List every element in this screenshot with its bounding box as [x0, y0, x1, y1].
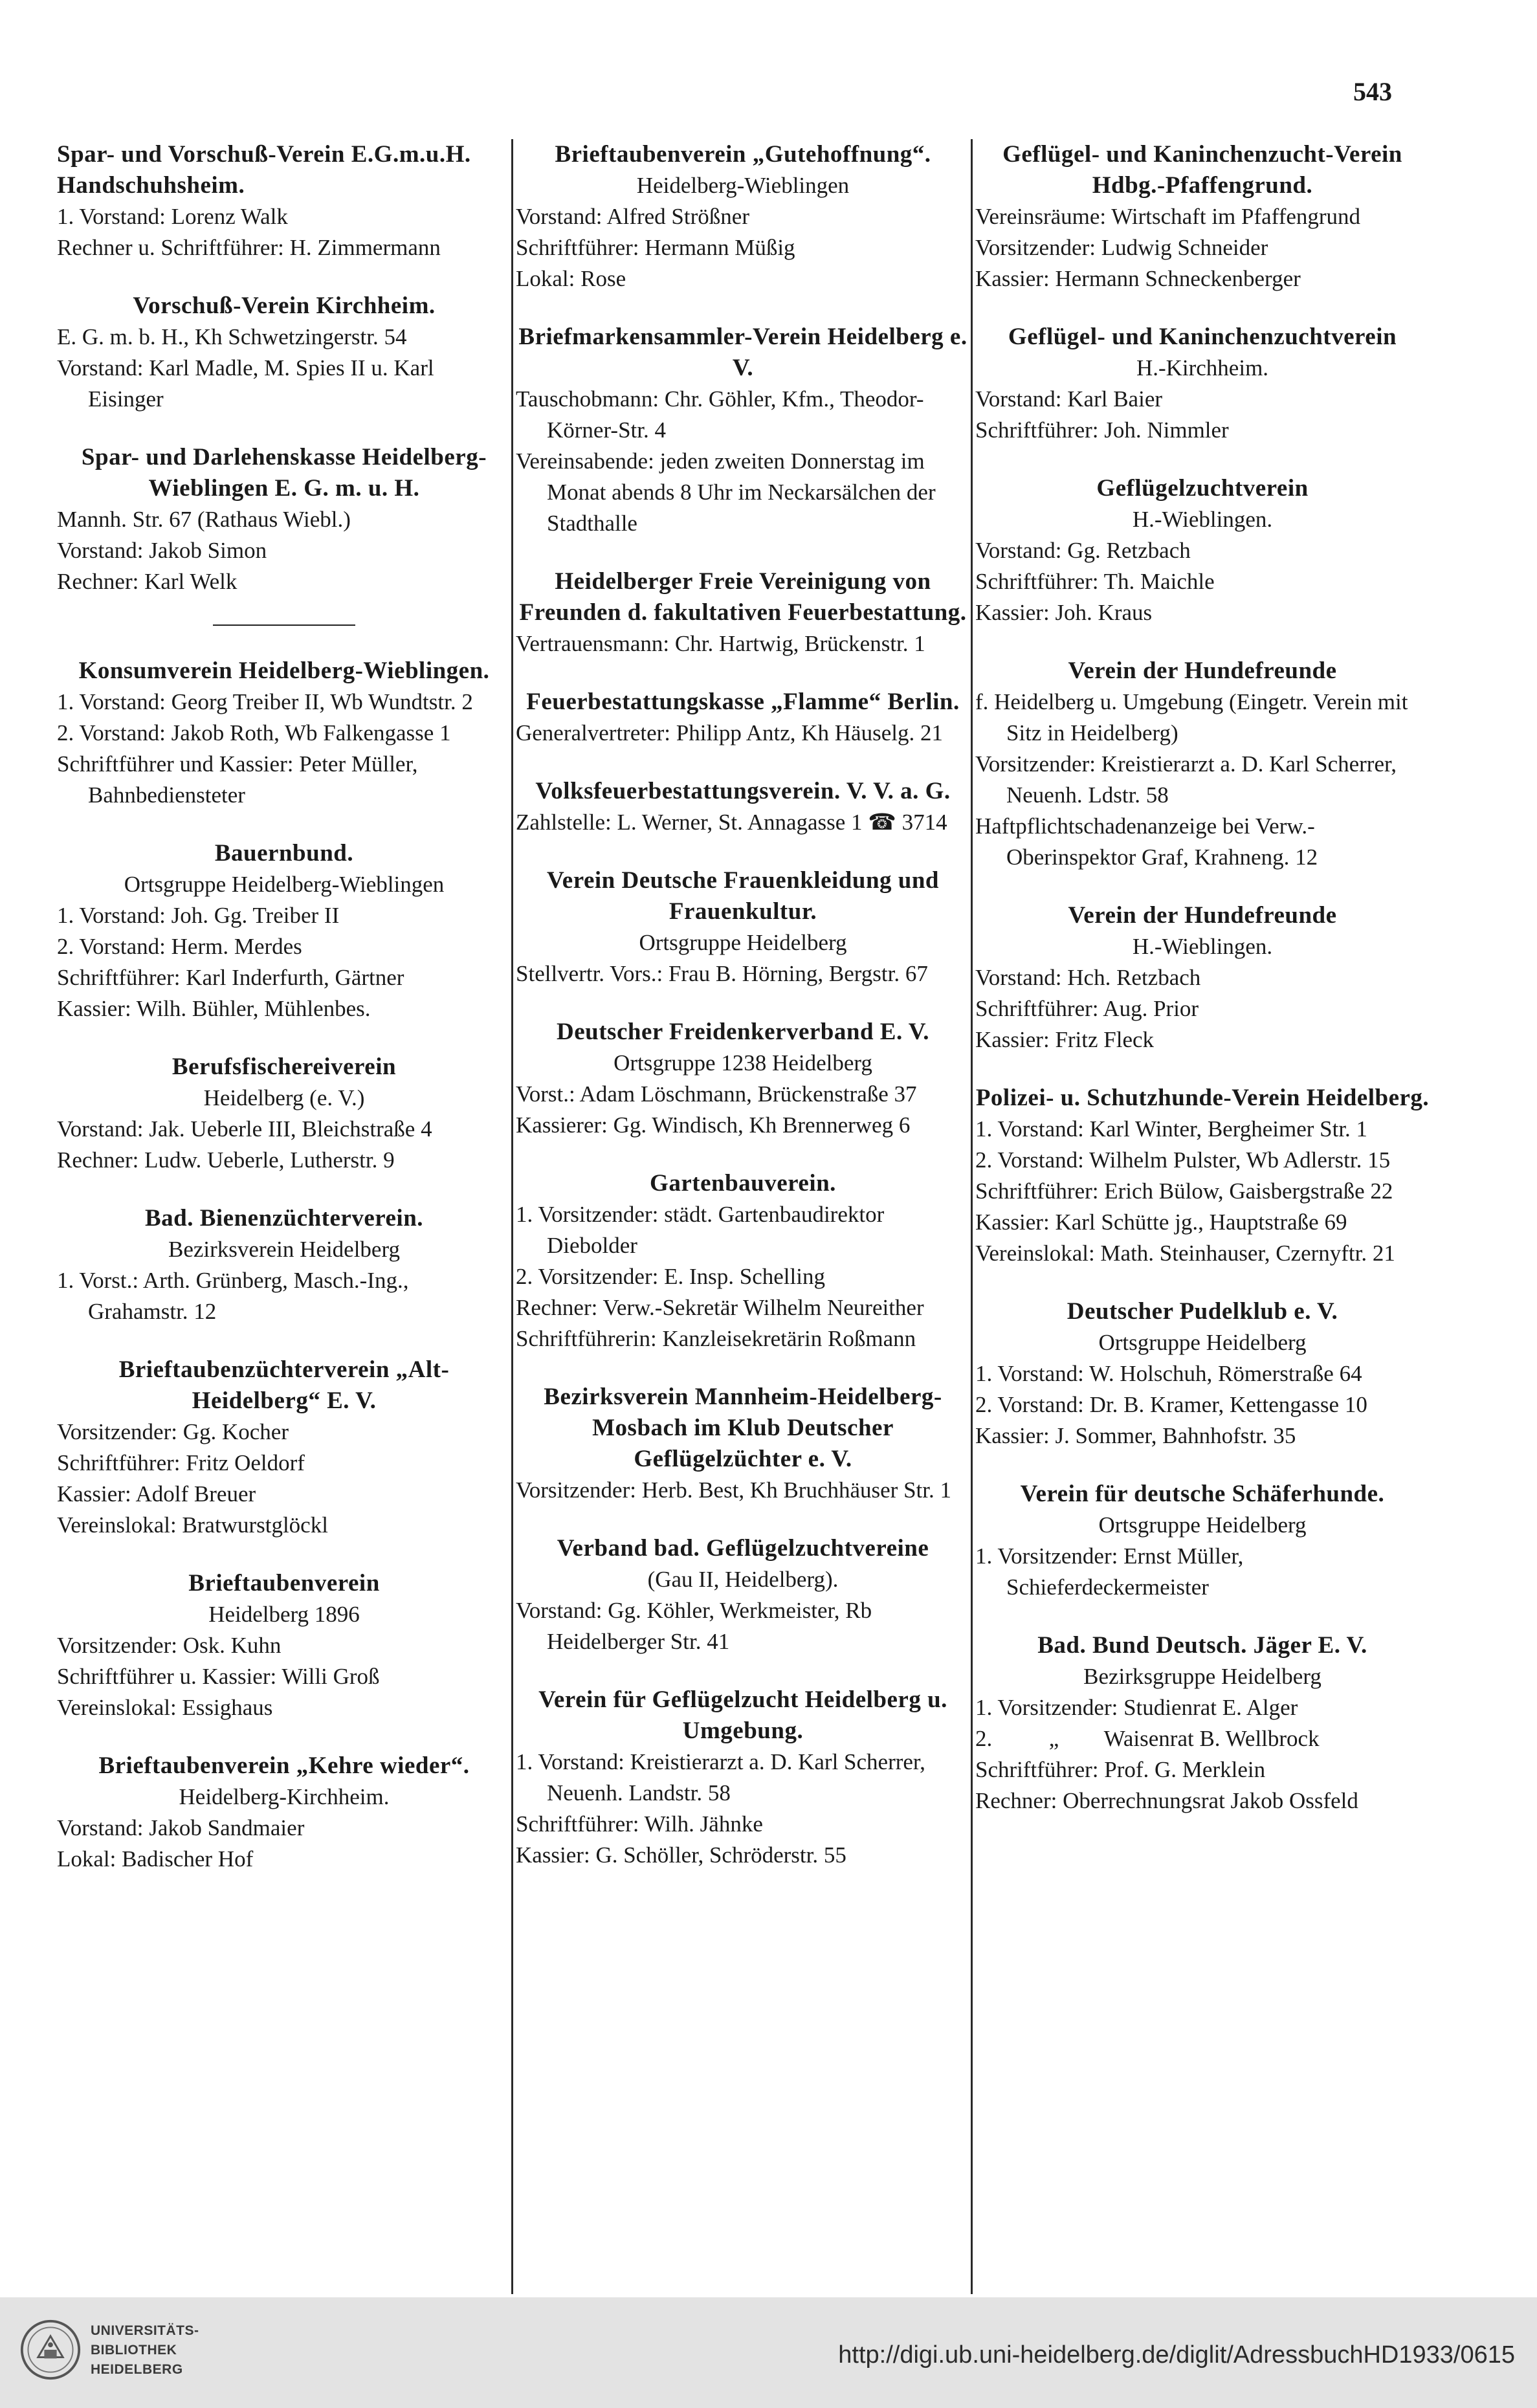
entry-detail-line: Kassier: Joh. Kraus — [975, 600, 1153, 625]
entry-detail-line: 2. Vorstand: Dr. B. Kramer, Kettengasse 10 — [975, 1392, 1367, 1417]
entry-title: Verein für deutsche Schäferhunde. — [1020, 1481, 1385, 1507]
directory-entry — [975, 1083, 1430, 1269]
directory-entry — [516, 776, 970, 838]
library-name — [91, 2321, 199, 2380]
directory-entry — [516, 865, 970, 989]
page-number: 543 — [1353, 77, 1392, 106]
entry-detail-line: Kassier: Karl Schütte jg., Hauptstraße 69 — [975, 1210, 1347, 1235]
directory-entry — [516, 322, 970, 539]
entry-title: Vorschuß-Verein Kirchheim. — [133, 293, 436, 319]
entry-detail-line: Vereinsräume: Wirtschaft im Pfaffengrund — [975, 204, 1361, 229]
entry-title: Geflügelzuchtverein — [1096, 475, 1309, 502]
entry-detail-line: Vereinslokal: Bratwurstglöckl — [57, 1512, 328, 1538]
entry-detail-line: Schriftführer: Hermann Müßig — [516, 235, 795, 260]
entry-detail-line: Vorsitzender: Gg. Kocher — [57, 1419, 289, 1444]
entry-title: Briefmarkensammler-Verein Heidelberg e. V. — [518, 324, 968, 381]
entry-detail-line: 1. Vorsitzender: Ernst Müller, Schieferdeckermeister — [975, 1543, 1250, 1600]
directory-entry — [975, 322, 1430, 446]
entry-detail-line: Kassier: Adolf Breuer — [57, 1481, 256, 1507]
entry-detail-line: Schriftführer und Kassier: Peter Müller, Bahnbediensteter — [57, 751, 424, 808]
entry-detail-line: Kassier: J. Sommer, Bahnhofstr. 35 — [975, 1423, 1296, 1448]
directory-entry — [516, 1017, 970, 1141]
entry-detail-line: Vorsitzender: Herb. Best, Kh Bruchhäuser Str. 1 — [516, 1477, 951, 1503]
entry-subtitle: Bezirksgruppe Heidelberg — [1083, 1664, 1321, 1689]
directory-entry — [57, 838, 511, 1024]
entry-subtitle: Heidelberg-Kirchheim. — [179, 1784, 390, 1809]
entry-title: Deutscher Freidenkerverband E. V. — [557, 1019, 929, 1045]
entry-title: Heidelberger Freie Vereinigung von Freunden d. fakultativen Feuerbestattung. — [519, 568, 967, 626]
entry-detail-line: Schriftführer u. Kassier: Willi Groß — [57, 1664, 380, 1689]
directory-column-1 — [57, 139, 511, 2297]
entry-detail-line: 2. Vorstand: Herm. Merdes — [57, 934, 302, 959]
entry-subtitle: (Gau II, Heidelberg). — [647, 1567, 839, 1592]
entry-detail-line: Vereinsabende: jeden zweiten Donnerstag im Monat abends 8 Uhr im Neckarsälchen der Stadthalle — [516, 448, 942, 536]
directory-entry — [516, 1684, 970, 1871]
directory-entry — [975, 139, 1430, 294]
entry-detail-line: E. G. m. b. H., Kh Schwetzingerstr. 54 — [57, 324, 407, 349]
entry-title: Brieftaubenverein — [188, 1570, 380, 1596]
entry-detail-line: Schriftführer: Th. Maichle — [975, 569, 1215, 594]
entry-subtitle: Ortsgruppe 1238 Heidelberg — [614, 1050, 872, 1076]
entry-detail-line: Kassier: Hermann Schneckenberger — [975, 266, 1301, 291]
entry-title: Spar- und Vorschuß-Verein E.G.m.u.H. Handschuhsheim. — [57, 141, 471, 199]
entry-title: Verband bad. Geflügelzuchtvereine — [557, 1535, 929, 1562]
entry-detail-line: 1. Vorstand: Lorenz Walk — [57, 204, 288, 229]
entry-detail-line: 2. „ Waisenrat B. Wellbrock — [975, 1726, 1320, 1751]
entry-detail-line: Vorstand: Jakob Simon — [57, 538, 267, 563]
entry-title: Verein der Hundefreunde — [1068, 657, 1337, 684]
directory-entry — [975, 1479, 1430, 1603]
entry-subtitle: Ortsgruppe Heidelberg — [639, 930, 847, 955]
directory-entry — [975, 473, 1430, 628]
entry-detail-line: Schriftführer: Prof. G. Merklein — [975, 1757, 1266, 1782]
entry-detail-line: 1. Vorstand: Georg Treiber II, Wb Wundtstr. 2 — [57, 689, 473, 714]
entry-title: Brieftaubenzüchterverein „Alt-Heidelberg“ E. V. — [118, 1356, 450, 1414]
directory-entry — [57, 1052, 511, 1176]
entry-detail-line: Mannh. Str. 67 (Rathaus Wiebl.) — [57, 507, 351, 532]
entry-detail-line: Vorstand: Gg. Retzbach — [975, 538, 1191, 563]
entry-detail-line: Vorst.: Adam Löschmann, Brückenstraße 37 — [516, 1081, 917, 1107]
entry-subtitle: Ortsgruppe Heidelberg-Wieblingen — [124, 872, 445, 897]
entry-detail-line: Kassier: Wilh. Bühler, Mühlenbes. — [57, 996, 371, 1021]
entry-title: Verein der Hundefreunde — [1068, 902, 1337, 929]
entry-detail-line: Vorstand: Hch. Retzbach — [975, 965, 1201, 990]
entry-title: Gartenbauverein. — [650, 1170, 836, 1197]
entry-subtitle: Ortsgruppe Heidelberg — [1098, 1330, 1307, 1355]
entry-title: Bad. Bund Deutsch. Jäger E. V. — [1037, 1632, 1367, 1659]
directory-entry — [57, 1203, 511, 1327]
entry-detail-line: Zahlstelle: L. Werner, St. Annagasse 1 ☎ 3714 — [516, 810, 947, 835]
entry-detail-line: Vereinslokal: Essighaus — [57, 1695, 273, 1720]
entry-detail-line: Lokal: Badischer Hof — [57, 1846, 254, 1872]
entry-detail-line: Kassier: Fritz Fleck — [975, 1027, 1155, 1052]
directory-entry — [975, 900, 1430, 1055]
entry-detail-line: Schriftführer: Wilh. Jähnke — [516, 1811, 763, 1837]
entry-detail-line: Rechner u. Schriftführer: H. Zimmermann — [57, 235, 441, 260]
entry-title: Konsumverein Heidelberg-Wieblingen. — [78, 657, 490, 684]
entry-subtitle: Heidelberg 1896 — [208, 1602, 360, 1627]
directory-entry — [57, 1568, 511, 1723]
entry-detail-line: Tauschobmann: Chr. Göhler, Kfm., Theodor-Körner-Str. 4 — [516, 386, 924, 443]
entry-detail-line: 1. Vorsitzender: Studienrat E. Alger — [975, 1695, 1298, 1720]
entry-detail-line: Kassier: G. Schöller, Schröderstr. 55 — [516, 1842, 846, 1868]
entry-subtitle: Heidelberg (e. V.) — [203, 1085, 365, 1110]
entry-detail-line: f. Heidelberg u. Umgebung (Eingetr. Verein mit Sitz in Heidelberg) — [975, 689, 1414, 746]
directory-entry — [57, 442, 511, 597]
library-name-line: UNIVERSITÄTS- — [91, 2323, 199, 2338]
entry-title: Deutscher Pudelklub e. V. — [1067, 1298, 1338, 1325]
entry-detail-line: Vorstand: Karl Baier — [975, 386, 1163, 412]
entry-detail-line: 1. Vorst.: Arth. Grünberg, Masch.-Ing., Grahamstr. 12 — [57, 1268, 415, 1324]
directory-entry — [57, 139, 511, 263]
entry-title: Brieftaubenverein „Kehre wieder“. — [98, 1752, 470, 1779]
entry-detail-line: 1. Vorstand: Karl Winter, Bergheimer Str. 1 — [975, 1116, 1368, 1142]
directory-entry — [975, 1296, 1430, 1452]
entry-detail-line: Stellvertr. Vors.: Frau B. Hörning, Bergstr. 67 — [516, 961, 928, 986]
entry-title: Feuerbestattungskasse „Flamme“ Berlin. — [526, 689, 960, 715]
entry-subtitle: Bezirksverein Heidelberg — [168, 1237, 400, 1262]
entry-detail-line: Generalvertreter: Philipp Antz, Kh Häuselg. 21 — [516, 720, 943, 746]
directory-entry — [516, 139, 970, 294]
entry-title: Geflügel- und Kaninchenzucht-Verein Hdbg.-Pfaffengrund. — [1002, 141, 1402, 199]
library-name-line: BIBLIOTHEK — [91, 2343, 177, 2358]
entry-title: Bauernbund. — [214, 840, 354, 867]
university-seal-icon — [19, 2319, 82, 2381]
column-divider — [511, 139, 513, 2294]
library-name-line: HEIDELBERG — [91, 2362, 183, 2377]
entry-title: Geflügel- und Kaninchenzuchtverein — [1008, 324, 1397, 350]
entry-detail-line: 2. Vorsitzender: E. Insp. Schelling — [516, 1264, 825, 1289]
entry-title: Berufsfischereiverein — [171, 1054, 397, 1080]
entry-detail-line: 1. Vorstand: Joh. Gg. Treiber II — [57, 903, 340, 928]
entry-detail-line: Vorstand: Alfred Strößner — [516, 204, 749, 229]
column-divider — [971, 139, 973, 2294]
directory-entry — [516, 687, 970, 749]
entry-detail-line: Vereinslokal: Math. Steinhauser, Czernyftr. 21 — [975, 1241, 1395, 1266]
entry-detail-line: 1. Vorsitzender: städt. Gartenbaudirektor Diebolder — [516, 1202, 890, 1258]
entry-title: Bad. Bienenzüchterverein. — [144, 1205, 424, 1232]
entry-detail-line: Vorstand: Karl Madle, M. Spies II u. Karl Eisinger — [57, 355, 440, 412]
entry-detail-line: Vorstand: Jakob Sandmaier — [57, 1815, 305, 1840]
entry-detail-line: 2. Vorstand: Jakob Roth, Wb Falkengasse 1 — [57, 720, 451, 746]
entry-detail-line: Schriftführer: Joh. Nimmler — [975, 417, 1229, 443]
directory-column-2 — [516, 139, 970, 2297]
directory-entry — [516, 1168, 970, 1354]
entry-detail-line: Vorstand: Jak. Ueberle III, Bleichstraße 4 — [57, 1116, 432, 1142]
entry-detail-line: 1. Vorstand: W. Holschuh, Römerstraße 64 — [975, 1361, 1362, 1386]
entry-subtitle: Heidelberg-Wieblingen — [636, 173, 850, 198]
directory-entry — [975, 1630, 1430, 1817]
directory-entry — [975, 656, 1430, 873]
entry-subtitle: Ortsgruppe Heidelberg — [1098, 1512, 1307, 1538]
entry-subtitle: H.-Wieblingen. — [1132, 507, 1273, 532]
entry-detail-line: Kassierer: Gg. Windisch, Kh Brennerweg 6 — [516, 1112, 911, 1138]
entry-detail-line: Rechner: Karl Welk — [57, 569, 238, 594]
entry-detail-line: 1. Vorstand: Kreistierarzt a. D. Karl Scherrer, Neuenh. Landstr. 58 — [516, 1749, 931, 1806]
entry-subtitle: H.-Wieblingen. — [1132, 934, 1273, 959]
entry-title: Bezirksverein Mannheim-Heidelberg-Mosbach im Klub Deutscher Geflügelzüchter e. V. — [544, 1384, 942, 1472]
entry-subtitle: H.-Kirchheim. — [1136, 355, 1269, 381]
directory-entry — [57, 656, 511, 811]
section-separator — [213, 624, 355, 626]
entry-detail-line: Vorsitzender: Osk. Kuhn — [57, 1633, 282, 1658]
entry-title: Brieftaubenverein „Gutehoffnung“. — [555, 141, 931, 168]
directory-entry — [516, 1533, 970, 1657]
entry-detail-line: Lokal: Rose — [516, 266, 626, 291]
directory-entry — [516, 566, 970, 659]
entry-detail-line: Schriftführer: Erich Bülow, Gaisbergstraße 22 — [975, 1178, 1393, 1204]
entry-detail-line: Haftpflichtschadenanzeige bei Verw.-Oberinspektor Graf, Krahneng. 12 — [975, 813, 1318, 870]
entry-detail-line: Rechner: Ludw. Ueberle, Lutherstr. 9 — [57, 1147, 395, 1173]
entry-title: Polizei- u. Schutzhunde-Verein Heidelberg. — [975, 1085, 1430, 1111]
entry-detail-line: Vertrauensmann: Chr. Hartwig, Brückenstr. 1 — [516, 631, 925, 656]
directory-column-3 — [975, 139, 1430, 2297]
directory-entry — [57, 1354, 511, 1541]
directory-entry — [57, 1751, 511, 1875]
entry-title: Volksfeuerbestattungsverein. V. V. a. G. — [535, 778, 951, 804]
entry-title: Spar- und Darlehenskasse Heidelberg-Wieblingen E. G. m. u. H. — [81, 444, 487, 502]
entry-detail-line: Schriftführer: Karl Inderfurth, Gärtner — [57, 965, 404, 990]
source-url-link[interactable]: http://digi.ub.uni-heidelberg.de/diglit/AdressbuchHD1933/0615 — [838, 2341, 1515, 2369]
directory-entry — [516, 1382, 970, 1506]
entry-detail-line: Schriftführerin: Kanzleisekretärin Roßmann — [516, 1326, 916, 1351]
entry-detail-line: Schriftführer: Fritz Oeldorf — [57, 1450, 305, 1475]
entry-detail-line: Vorsitzender: Kreistierarzt a. D. Karl Scherrer, Neuenh. Ldstr. 58 — [975, 751, 1402, 808]
entry-detail-line: Vorsitzender: Ludwig Schneider — [975, 235, 1268, 260]
entry-detail-line: 2. Vorstand: Wilhelm Pulster, Wb Adlerstr. 15 — [975, 1147, 1391, 1173]
entry-title: Verein Deutsche Frauenkleidung und Frauenkultur. — [546, 867, 940, 925]
entry-detail-line: Vorstand: Gg. Köhler, Werkmeister, Rb Heidelberger Str. 41 — [516, 1598, 878, 1654]
directory-entry — [57, 291, 511, 415]
entry-detail-line: Schriftführer: Aug. Prior — [975, 996, 1199, 1021]
entry-detail-line: Rechner: Verw.-Sekretär Wilhelm Neureither — [516, 1295, 924, 1320]
entry-detail-line: Rechner: Oberrechnungsrat Jakob Ossfeld — [975, 1788, 1358, 1813]
entry-title: Verein für Geflügelzucht Heidelberg u. Umgebung. — [538, 1686, 947, 1744]
